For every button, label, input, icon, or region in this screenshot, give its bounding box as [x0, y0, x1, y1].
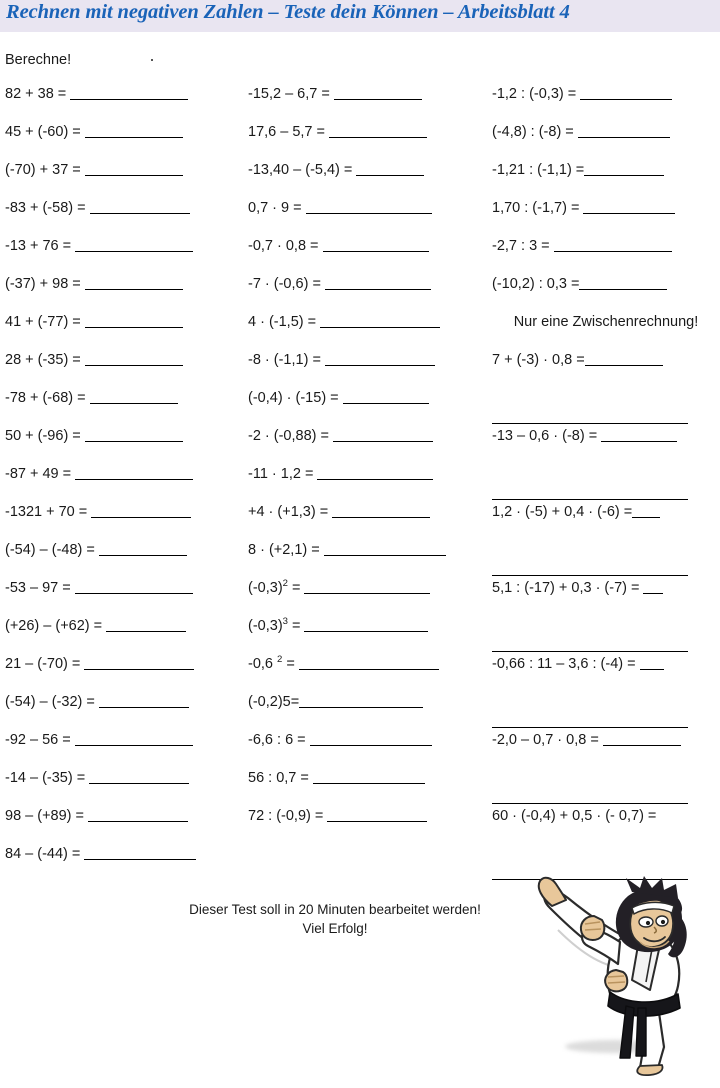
problem-row [248, 200, 490, 238]
problem-row [248, 656, 490, 694]
answer-blank[interactable] [306, 200, 432, 214]
column-subheading: Nur eine Zwischenrechnung! [513, 314, 699, 330]
problem-expression: -6,6 : 6 = [248, 732, 306, 748]
problem-row [248, 580, 490, 618]
problem-row [5, 238, 245, 276]
problem-column-3 [492, 86, 720, 884]
answer-blank[interactable] [578, 124, 670, 138]
answer-blank[interactable] [601, 428, 677, 442]
problem-row [248, 694, 490, 732]
answer-blank-continuation[interactable] [492, 575, 688, 576]
answer-blank[interactable] [299, 694, 423, 708]
answer-blank[interactable] [310, 732, 432, 746]
answer-continuation-row [492, 694, 720, 732]
problem-row [5, 466, 245, 504]
instruction-label: Berechne! [5, 52, 72, 68]
answer-blank[interactable] [106, 618, 186, 632]
answer-blank[interactable] [643, 580, 663, 594]
problem-row [248, 352, 490, 390]
answer-blank[interactable] [603, 732, 681, 746]
answer-blank[interactable] [325, 352, 435, 366]
problem-row [5, 580, 245, 618]
answer-blank[interactable] [356, 162, 424, 176]
answer-continuation-row [492, 542, 720, 580]
problem-expression: 0,7 · 9 = [248, 200, 302, 216]
answer-blank[interactable] [85, 352, 183, 366]
problem-expression: -13,40 – (-5,4) = [248, 162, 353, 178]
problem-expression: -1,2 : (-0,3) = [492, 86, 577, 102]
answer-blank[interactable] [317, 466, 433, 480]
problem-expression: -1,21 : (-1,1) = [492, 162, 585, 178]
answer-blank[interactable] [584, 162, 664, 176]
problem-row [248, 732, 490, 770]
answer-blank[interactable] [640, 656, 664, 670]
problem-row [5, 428, 245, 466]
problem-expression: (-10,2) : 0,3 = [492, 276, 580, 292]
answer-blank[interactable] [84, 846, 196, 860]
problem-row [5, 314, 245, 352]
problem-row [5, 808, 245, 846]
problem-row [248, 390, 490, 428]
answer-blank[interactable] [329, 124, 427, 138]
problem-expression: 5,1 : (-17) + 0,3 · (-7) = [492, 580, 640, 596]
problem-row [492, 124, 720, 162]
answer-blank[interactable] [84, 656, 194, 670]
problem-expression: $(-0,3)^3$ = [248, 616, 301, 634]
problem-expression: 4 · (-1,5) = [248, 314, 317, 330]
answer-blank[interactable] [583, 200, 675, 214]
problem-expression: -2,7 : 3 = [492, 238, 550, 254]
problem-row [5, 656, 245, 694]
problem-expression: 60 · (-0,4) + 0,5 · (- 0,7) = [492, 808, 657, 824]
page-title: Rechnen mit negativen Zahlen – Teste dein Können – Arbeitsblatt 4 [6, 1, 570, 23]
problem-expression: -2 · (-0,88) = [248, 428, 329, 444]
problem-expression: +4 · (+1,3) = [248, 504, 329, 520]
answer-blank[interactable] [304, 618, 428, 632]
problem-expression: (-4,8) : (-8) = [492, 124, 574, 140]
problem-row [5, 200, 245, 238]
title-band [0, 0, 720, 32]
problem-row [492, 428, 720, 466]
problem-expression: -11 · 1,2 = [248, 466, 314, 482]
answer-blank[interactable] [320, 314, 440, 328]
problem-expression: -1321 + 70 = [5, 504, 88, 520]
answer-blank[interactable] [85, 124, 183, 138]
problem-row [248, 542, 490, 580]
problem-column-2 [248, 86, 490, 846]
footer-line-1: Dieser Test soll in 20 Minuten bearbeitet werden! [189, 902, 481, 917]
answer-blank[interactable] [333, 428, 433, 442]
problem-row [492, 200, 720, 238]
problem-row [248, 770, 490, 808]
answer-blank[interactable] [90, 200, 190, 214]
problem-row [492, 238, 720, 276]
problem-expression: -53 – 97 = [5, 580, 71, 596]
problem-expression: -78 + (-68) = [5, 390, 86, 406]
problem-expression: 50 + (-96) = [5, 428, 81, 444]
answer-blank[interactable] [334, 86, 422, 100]
stray-dot-artifact [151, 59, 153, 61]
problem-row [492, 276, 720, 314]
problem-row [5, 276, 245, 314]
answer-blank[interactable] [343, 390, 429, 404]
problem-row [492, 580, 720, 618]
answer-blank[interactable] [85, 314, 183, 328]
answer-blank[interactable] [75, 238, 193, 252]
problem-expression: 84 – (-44) = [5, 846, 81, 862]
answer-blank[interactable] [99, 694, 189, 708]
answer-blank-continuation[interactable] [492, 651, 688, 652]
answer-blank[interactable] [89, 770, 189, 784]
problem-row [5, 694, 245, 732]
answer-blank[interactable] [85, 162, 183, 176]
problem-row [248, 314, 490, 352]
problem-expression: (-70) + 37 = [5, 162, 81, 178]
answer-blank[interactable] [579, 276, 667, 290]
problem-row [248, 466, 490, 504]
problem-expression: (-54) – (-48) = [5, 542, 95, 558]
answer-blank[interactable] [88, 808, 188, 822]
problem-row [248, 86, 490, 124]
answer-blank[interactable] [332, 504, 430, 518]
footer-note [120, 900, 550, 938]
answer-blank[interactable] [90, 390, 178, 404]
problem-row [5, 732, 245, 770]
answer-blank-continuation[interactable] [492, 803, 688, 804]
problem-row [5, 162, 245, 200]
problem-row [248, 618, 490, 656]
problem-expression: -13 + 76 = [5, 238, 72, 254]
problem-row [248, 808, 490, 846]
problem-expression: (-0,4) · (-15) = [248, 390, 339, 406]
problem-row [492, 504, 720, 542]
footer-line-2: Viel Erfolg! [302, 921, 368, 936]
answer-blank[interactable] [323, 238, 429, 252]
problem-row [492, 162, 720, 200]
answer-continuation-row [492, 770, 720, 808]
problem-expression: $(-0,3)^2$ = [248, 578, 301, 596]
problem-expression: -14 – (-35) = [5, 770, 86, 786]
problem-row [492, 352, 720, 390]
answer-blank-continuation[interactable] [492, 727, 688, 728]
answer-continuation-row [492, 390, 720, 428]
answer-blank[interactable] [585, 352, 663, 366]
problem-expression: -92 – 56 = [5, 732, 71, 748]
problem-row [5, 846, 245, 884]
problem-expression: -83 + (-58) = [5, 200, 86, 216]
problem-row [248, 428, 490, 466]
problem-expression: (+26) – (+62) = [5, 618, 103, 634]
answer-blank[interactable] [554, 238, 672, 252]
problem-expression: -2,0 – 0,7 · 0,8 = [492, 732, 599, 748]
problem-row [492, 808, 720, 846]
problem-expression: 72 : (-0,9) = [248, 808, 324, 824]
problem-expression: (-37) + 98 = [5, 276, 81, 292]
problem-expression: -0,6 $^2$ = [248, 654, 295, 672]
answer-blank[interactable] [85, 276, 183, 290]
problem-row [5, 618, 245, 656]
answer-blank[interactable] [327, 808, 427, 822]
problem-row [5, 504, 245, 542]
answer-blank-continuation[interactable] [492, 423, 688, 424]
answer-blank[interactable] [580, 86, 672, 100]
answer-blank[interactable] [325, 276, 431, 290]
problem-row [5, 390, 245, 428]
problem-row [248, 276, 490, 314]
problem-expression: 98 – (+89) = [5, 808, 84, 824]
problem-row [5, 770, 245, 808]
problem-row [5, 86, 245, 124]
answer-blank[interactable] [304, 580, 430, 594]
problem-expression: -87 + 49 = [5, 466, 72, 482]
answer-blank[interactable] [99, 542, 187, 556]
problem-expression: -0,7 · 0,8 = [248, 238, 319, 254]
problem-row [248, 124, 490, 162]
problem-row [248, 162, 490, 200]
problem-row [492, 732, 720, 770]
problem-expression: 21 – (-70) = [5, 656, 81, 672]
answer-blank[interactable] [313, 770, 425, 784]
problem-expression: 1,70 : (-1,7) = [492, 200, 580, 216]
problem-expression: 56 : 0,7 = [248, 770, 309, 786]
problem-row [5, 542, 245, 580]
karate-kid-icon [528, 872, 713, 1077]
problem-expression: -7 · (-0,6) = [248, 276, 321, 292]
answer-blank[interactable] [70, 86, 188, 100]
problem-row [5, 352, 245, 390]
answer-blank[interactable] [75, 732, 193, 746]
problem-row [248, 238, 490, 276]
answer-blank[interactable] [632, 504, 660, 518]
problem-expression: (-0,2)5= [248, 694, 300, 710]
answer-blank[interactable] [324, 542, 446, 556]
answer-continuation-row [492, 618, 720, 656]
problem-expression: 28 + (-35) = [5, 352, 81, 368]
problem-column-1 [5, 86, 245, 884]
answer-blank[interactable] [75, 580, 193, 594]
problem-expression: 8 · (+2,1) = [248, 542, 320, 558]
problem-expression: 41 + (-77) = [5, 314, 81, 330]
problem-row [5, 124, 245, 162]
problem-expression: 17,6 – 5,7 = [248, 124, 325, 140]
problem-expression: (-54) – (-32) = [5, 694, 95, 710]
problem-row [492, 656, 720, 694]
problem-row [248, 504, 490, 542]
problem-expression: 82 + 38 = [5, 86, 67, 102]
answer-blank-continuation[interactable] [492, 499, 688, 500]
answer-continuation-row [492, 466, 720, 504]
problem-expression: 1,2 · (-5) + 0,4 · (-6) = [492, 504, 633, 520]
answer-blank[interactable] [85, 428, 183, 442]
problem-expression: 7 + (-3) · 0,8 = [492, 352, 585, 368]
problem-expression: -13 – 0,6 · (-8) = [492, 428, 598, 444]
answer-blank[interactable] [75, 466, 193, 480]
answer-blank[interactable] [299, 656, 439, 670]
answer-blank[interactable] [91, 504, 191, 518]
problem-expression: -0,66 : 11 – 3,6 : (-4) = [492, 656, 636, 672]
problem-expression: -8 · (-1,1) = [248, 352, 321, 368]
problem-expression: -15,2 – 6,7 = [248, 86, 330, 102]
problem-row [492, 86, 720, 124]
problem-expression: 45 + (-60) = [5, 124, 81, 140]
